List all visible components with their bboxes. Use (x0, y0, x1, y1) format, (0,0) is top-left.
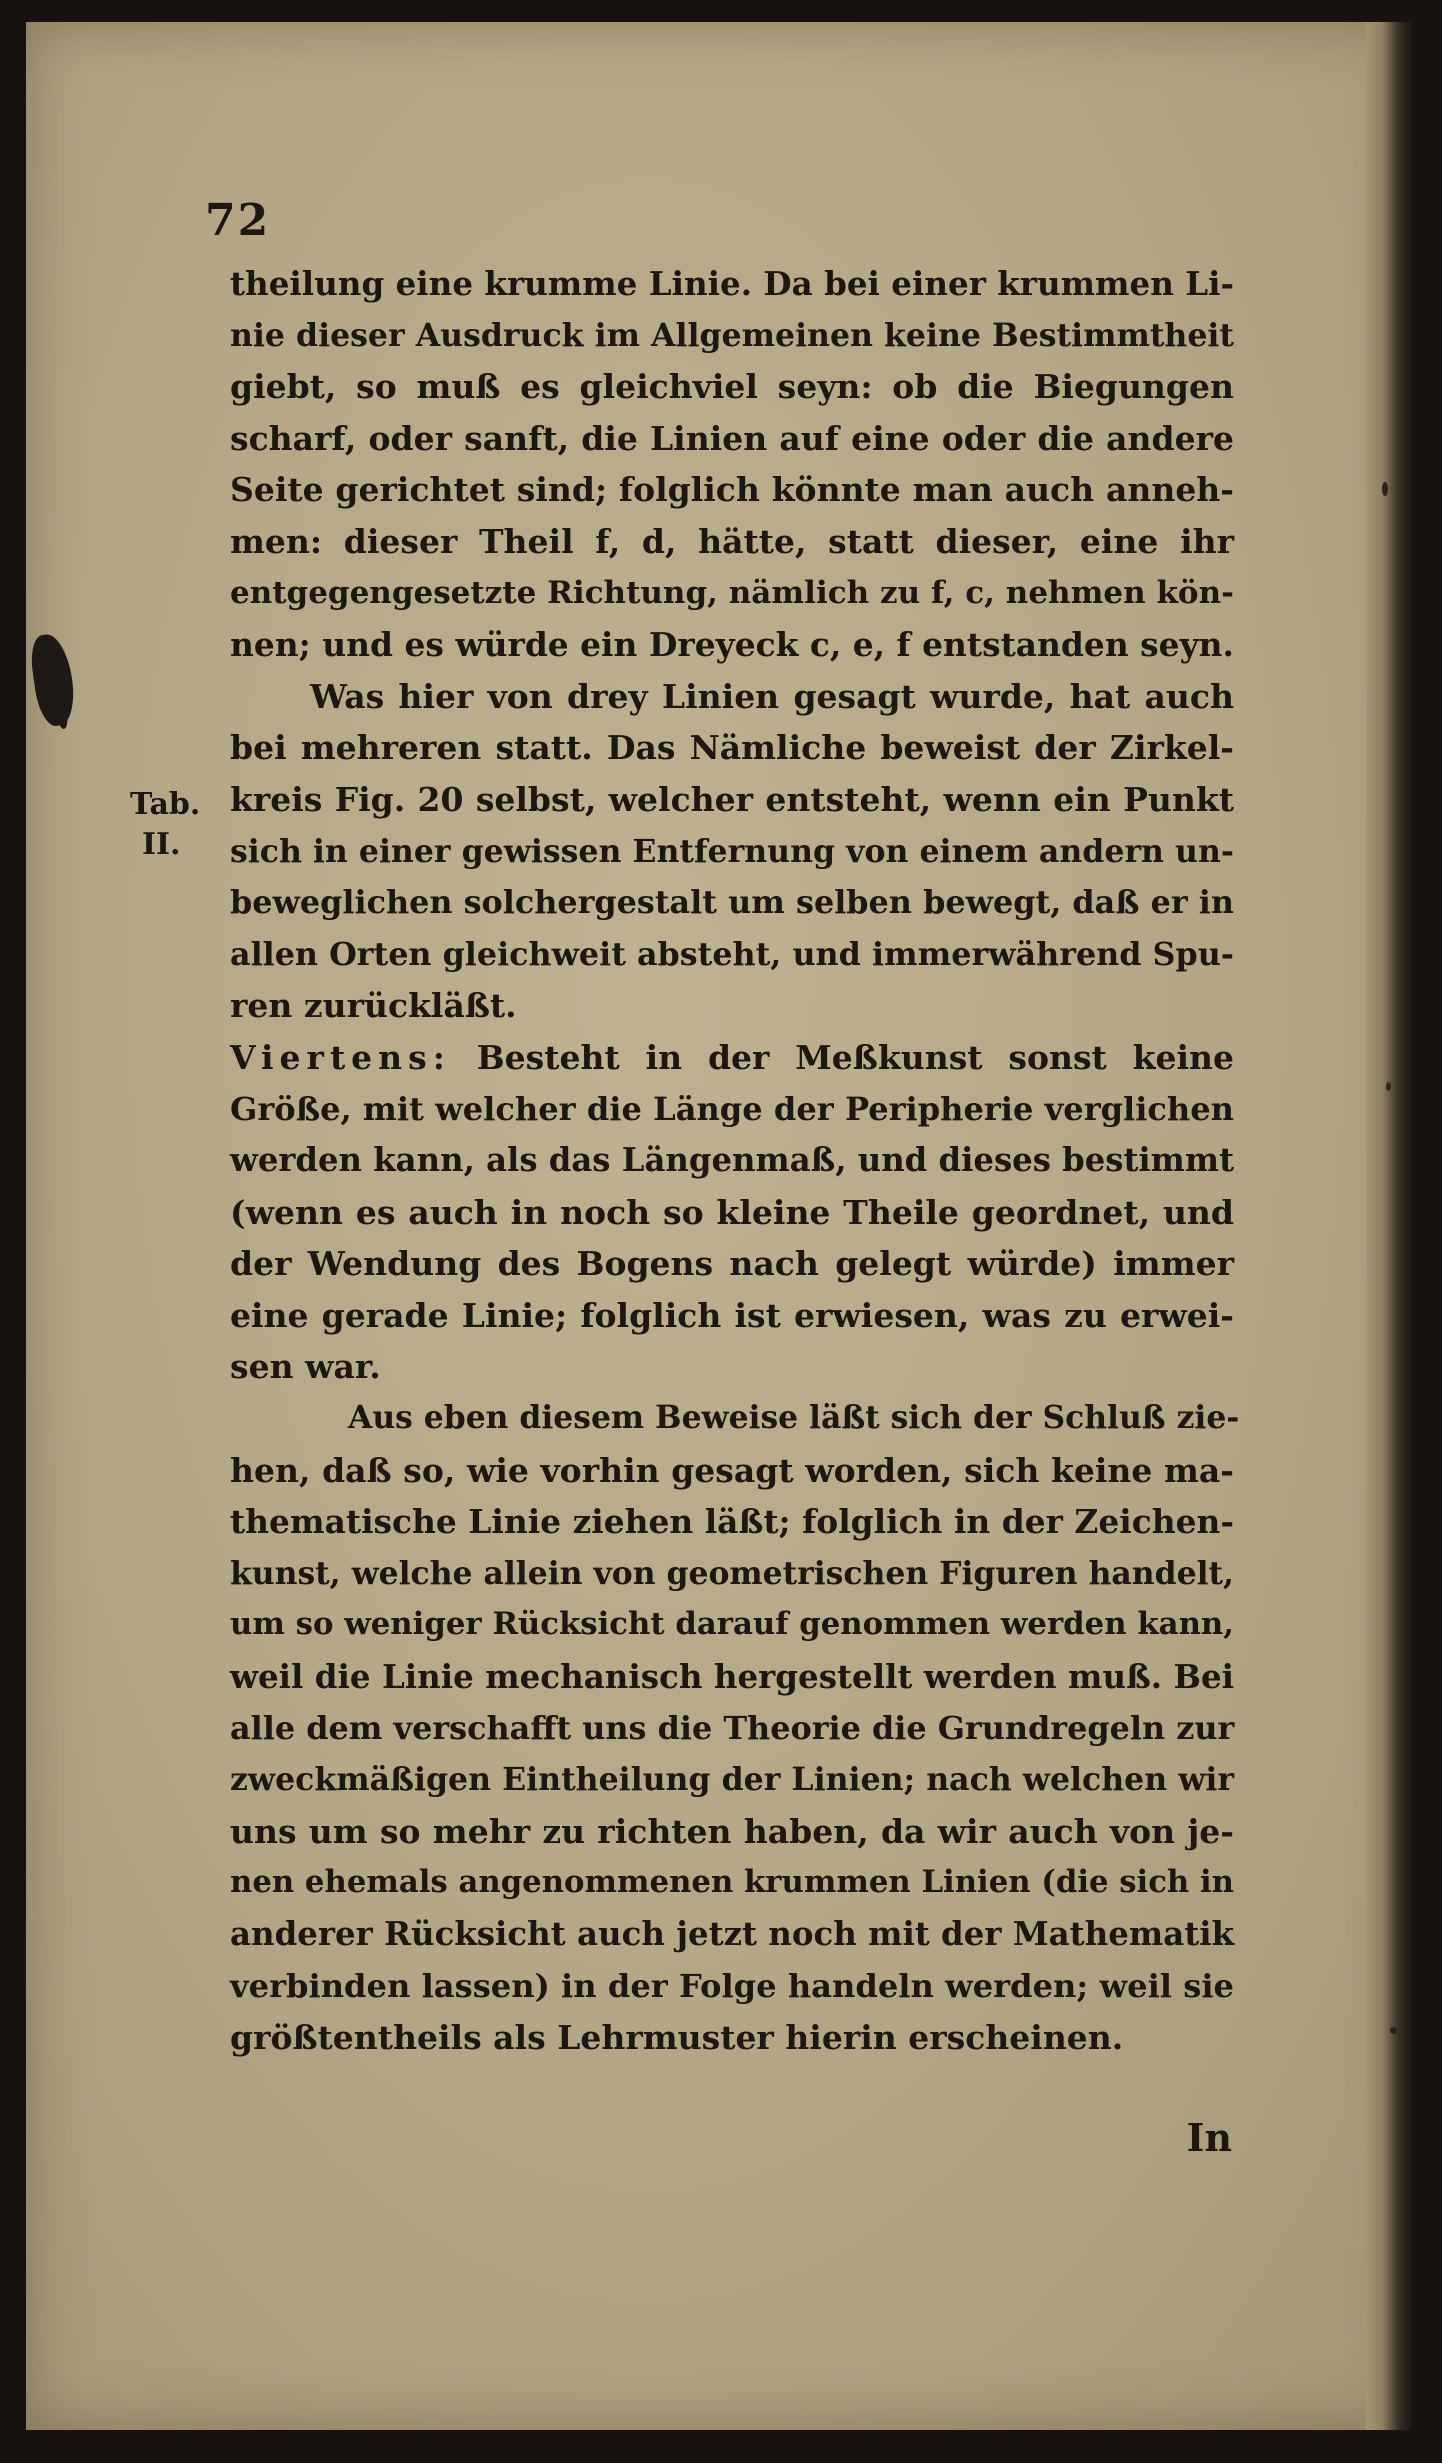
ink-speck (1386, 1082, 1391, 1091)
paragraph (230, 258, 1234, 671)
text-line: Was hier von drey Linien gesagt wurde, hat auch (310, 676, 1234, 716)
paragraph (230, 1032, 1234, 1393)
text-line: nen ehemals angenommenen krummen Linien (die sich in (230, 1864, 1234, 1901)
text-line: der Wendung des Bogens nach gelegt würde) immer (230, 1244, 1234, 1284)
margin-note (130, 785, 200, 865)
paragraph (230, 1393, 1240, 2064)
text-line: theilung eine krumme Linie. Da bei einer krummen Li- (230, 264, 1234, 303)
text-line: thematische Linie ziehen läßt; folglich in der Zeichen- (230, 1502, 1234, 1542)
text-line: größtentheils als Lehrmuster hierin erscheinen. (230, 2018, 1124, 2058)
margin-note-line: Tab. (130, 787, 201, 822)
section-lead: Viertens: (230, 1037, 451, 1077)
text-line: verbinden lassen) in der Folge handeln werden; weil sie (230, 1966, 1234, 2005)
catchword: In (1186, 2115, 1232, 2160)
text-line: eine gerade Linie; folglich ist erwiesen, was zu erwei- (230, 1295, 1234, 1335)
text-line: zweckmäßigen Eintheilung der Linien; nach welchen wir (230, 1761, 1234, 1799)
book-gutter-shadow (1366, 22, 1412, 2430)
text-line: scharf, oder sanft, die Linien auf eine oder die andere (230, 418, 1234, 458)
text-line: kunst, welche allein von geometrischen Figuren handelt, (230, 1554, 1234, 1592)
ink-speck (1382, 482, 1388, 496)
text-line: kreis Fig. 20 selbst, welcher entsteht, wenn ein Punkt (230, 779, 1234, 819)
ink-blot (28, 632, 78, 728)
body-text (230, 258, 1240, 2064)
text-line: um so weniger Rücksicht darauf genommen werden kann, (230, 1606, 1234, 1643)
text-line: alle dem verschafft uns die Theorie die Grundregeln zur (230, 1708, 1235, 1747)
paragraph (230, 671, 1234, 1032)
margin-note-line: II. (142, 827, 181, 862)
text-line: sen war. (230, 1347, 381, 1387)
text-line: anderer Rücksicht auch jetzt noch mit der Mathematik (230, 1915, 1234, 1953)
page-number: 72 (205, 195, 271, 246)
text-line: werden kann, als das Längenmaß, und dieses bestimmt (230, 1141, 1234, 1180)
text-fragment: Besteht in der Meßkunst sonst keine (450, 1037, 1234, 1077)
text-line: allen Orten gleichweit absteht, und immerwährend Spu- (230, 935, 1234, 973)
text-line: sich in einer gewissen Entfernung von einem andern un- (230, 832, 1234, 870)
text-line: entgegengesetzte Richtung, nämlich zu f, c, nehmen kön- (230, 574, 1234, 611)
text-line: giebt, so muß es gleichviel seyn: ob die Biegungen (230, 367, 1234, 407)
text-line: (wenn es auch in noch so kleine Theile geordnet, und (230, 1192, 1234, 1232)
text-line: Seite gerichtet sind; folglich könnte man auch anneh- (230, 470, 1234, 510)
text-line: men: dieser Theil f, d, hätte, statt dieser, eine ihr (230, 521, 1234, 561)
text-line: uns um so mehr zu richten haben, da wir auch von je- (230, 1811, 1234, 1851)
text-line: bei mehreren statt. Das Nämliche beweist der Zirkel- (230, 728, 1234, 768)
text-line: hen, daß so, wie vorhin gesagt worden, sich keine ma- (230, 1450, 1234, 1490)
text-line: Größe, mit welcher die Länge der Peripherie verglichen (230, 1089, 1234, 1128)
text-line: nie dieser Ausdruck im Allgemeinen keine Bestimmtheit (230, 316, 1234, 354)
ink-speck (1390, 2027, 1397, 2034)
text-line: nen; und es würde ein Dreyeck c, e, f entstanden seyn. (230, 625, 1234, 665)
text-line (230, 1032, 1234, 1084)
text-line: beweglichen solchergestalt um selben bewegt, daß er in (230, 883, 1234, 922)
text-line: ren zurückläßt. (230, 986, 517, 1026)
text-line: weil die Linie mechanisch hergestellt werden muß. Bei (230, 1657, 1234, 1697)
text-line: Aus eben diesem Beweise läßt sich der Schluß zie- (348, 1400, 1240, 1437)
